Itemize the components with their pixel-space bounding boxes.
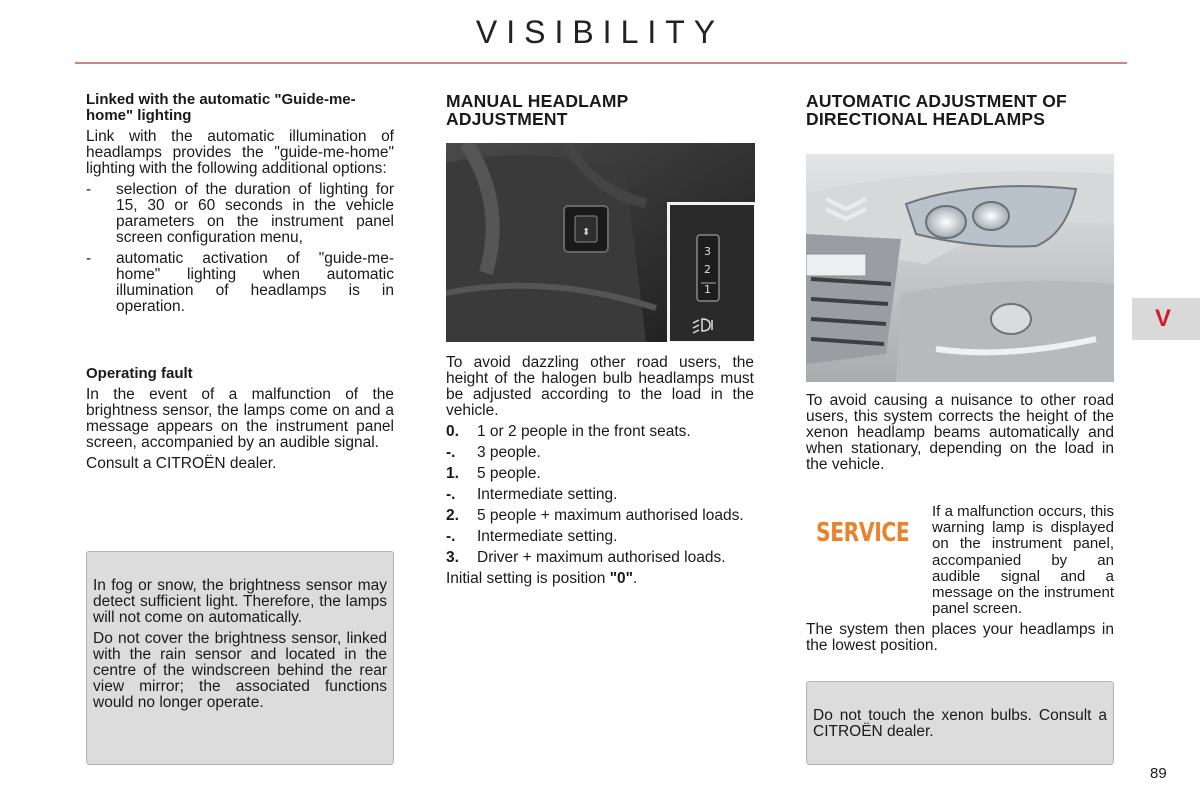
note-paragraph: In fog or snow, the brightness sensor may detect sufficient light. Therefore, the lamps will not come on automatically. (93, 577, 387, 626)
position-text: Intermediate setting. (477, 486, 618, 503)
position-item (446, 445, 754, 461)
brightness-sensor-note (86, 551, 394, 765)
column-guide-me-home (86, 92, 394, 477)
automatic-adjustment-body (806, 393, 1114, 478)
position-text: 1 or 2 people in the front seats. (477, 423, 691, 440)
initial-setting-suffix: . (633, 570, 638, 587)
position-item (446, 487, 754, 503)
position-item (446, 508, 754, 524)
xenon-headlamp-photo (806, 154, 1114, 382)
title-divider (75, 62, 1127, 64)
lowest-position-text: The system then places your headlamps in the lowest position. (806, 621, 1114, 654)
guide-me-home-heading: Linked with the automatic "Guide-me-home" lighting (86, 91, 356, 124)
column-manual-adjustment (446, 92, 754, 140)
position-key: 1. (446, 465, 459, 482)
svg-text:⬍: ⬍ (582, 227, 591, 238)
note-paragraph: Do not cover the brightness sensor, linked with the rain sensor and located in the centre of the windscreen behind the rear view mirror; the associated functions would no longer operate. (93, 630, 387, 711)
note-paragraph: Do not touch the xenon bulbs. Consult a CITROËN dealer. (813, 707, 1107, 740)
option-item (86, 182, 394, 246)
option-text: automatic activation of "guide-me-home" lighting when automatic illumination of headlamps is in operation. (116, 250, 394, 315)
dash-mark: - (86, 250, 92, 267)
manual-adjustment-intro: To avoid dazzling other road users, the height of the halogen bulb headlamps must be adjusted according to the load in the vehicle. (446, 354, 754, 419)
operating-fault-heading: Operating fault (86, 365, 193, 382)
column-automatic-adjustment (806, 92, 1114, 140)
automatic-adjustment-footer (806, 622, 1114, 659)
position-text: 5 people + maximum authorised loads. (477, 507, 744, 524)
manual-adjustment-body (446, 355, 754, 592)
dial-label-1: 1 (704, 283, 711, 296)
position-key: 3. (446, 549, 459, 566)
position-text: 3 people. (477, 444, 541, 461)
position-item (446, 529, 754, 545)
page-title: VISIBILITY (475, 14, 725, 50)
chapter-tab-letter: V (1154, 305, 1171, 332)
service-warning-lamp-icon: SERVICE (816, 518, 910, 548)
dashboard-illustration (446, 143, 755, 342)
automatic-adjustment-heading: AUTOMATIC ADJUSTMENT OF DIRECTIONAL HEADLAMPS (806, 91, 1067, 129)
guide-me-home-intro: Link with the automatic illumination of headlamps provides the "guide-me-home" lighting with the following additional options: (86, 128, 394, 177)
option-text: selection of the duration of lighting for 15, 30 or 60 seconds in the vehicle parameters on the instrument panel screen configuration menu, (116, 181, 394, 246)
automatic-adjustment-intro: To avoid causing a nuisance to other road users, this system corrects the height of the xenon headlamp beams automatically and when stationary, depending on the load in the vehicle. (806, 392, 1114, 473)
position-key: 0. (446, 423, 459, 440)
position-key: -. (446, 528, 456, 545)
xenon-bulb-note (806, 681, 1114, 765)
page-number: 89 (1150, 765, 1167, 782)
manual-adjustment-heading: MANUAL HEADLAMP ADJUSTMENT (446, 91, 629, 129)
headlamp-adjust-dial-photo (446, 143, 755, 342)
initial-setting-prefix: Initial setting is position (446, 570, 610, 587)
option-item (86, 251, 394, 315)
position-text: 5 people. (477, 465, 541, 482)
service-warning-text: If a malfunction occurs, this warning lamp is displayed on the instrument panel, accompanied by an audible signal and a message on the instrument panel screen. (932, 503, 1114, 618)
operating-fault-consult: Consult a CITROËN dealer. (86, 455, 277, 472)
position-item (446, 466, 754, 482)
position-text: Driver + maximum authorised loads. (477, 549, 726, 566)
chapter-tab[interactable] (1132, 298, 1200, 340)
position-key: 2. (446, 507, 459, 524)
operating-fault-text: In the event of a malfunction of the brightness sensor, the lamps come on and a message appears on the instrument panel screen, accompanied by an audible signal. (86, 386, 394, 451)
car-front-illustration (806, 154, 1114, 382)
initial-setting (446, 571, 754, 587)
position-text: Intermediate setting. (477, 528, 618, 545)
position-key: -. (446, 486, 456, 503)
dial-label-2: 2 (704, 263, 711, 276)
dial-label-3: 3 (704, 245, 711, 258)
position-key: -. (446, 444, 456, 461)
position-item (446, 550, 754, 566)
position-item (446, 424, 754, 440)
initial-setting-value: "0" (609, 570, 634, 587)
dash-mark: - (86, 181, 92, 198)
